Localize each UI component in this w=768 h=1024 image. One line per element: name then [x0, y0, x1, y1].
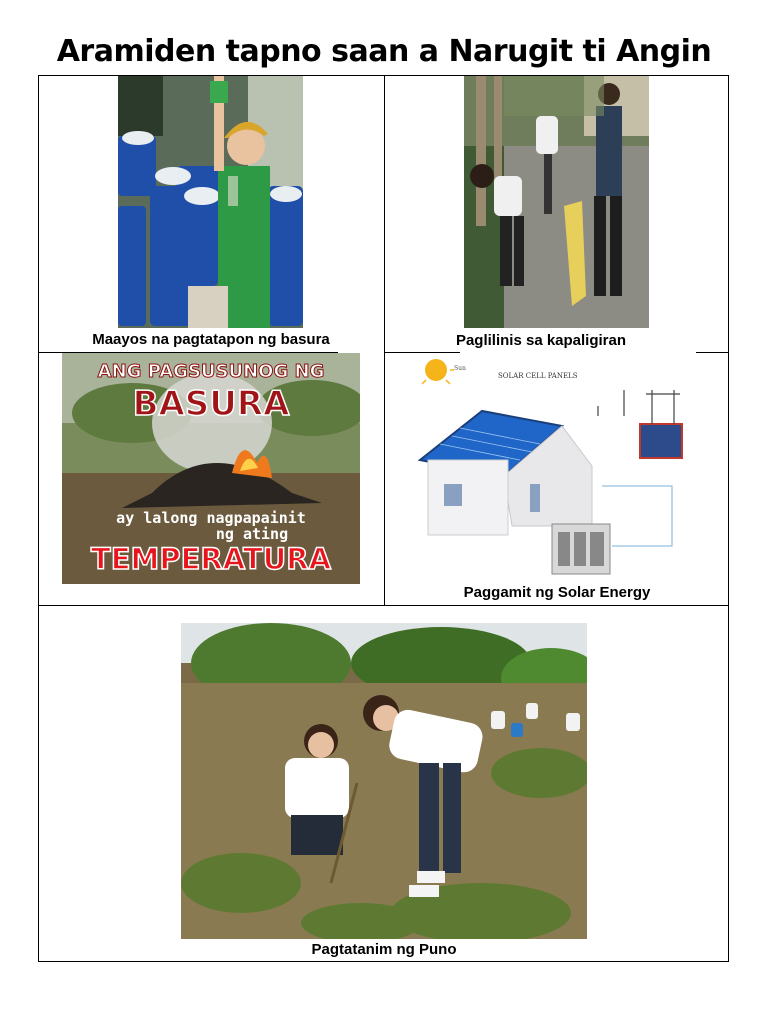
grid-divider-row1-right	[696, 352, 729, 353]
caption-waste-disposal: Maayos na pagtatapon ng basura	[40, 331, 382, 348]
poster-mid-text-1: ay lalong nagpapainit	[116, 509, 306, 527]
diagram-sun-label: Sun	[454, 365, 466, 372]
poster-bottom-text: TEMPERATURA	[90, 542, 332, 576]
tree-planting-photo	[181, 623, 587, 939]
poster-top-text: ANG PAGSUSUNOG NG	[97, 361, 325, 382]
poster-main-text: BASURA	[132, 384, 290, 424]
poster-mid-text-2: ng ating	[215, 525, 289, 543]
grid-divider-row1-mid	[384, 352, 460, 353]
caption-tree-planting: Pagtatanim ng Puno	[40, 941, 728, 958]
street-cleaning-photo	[464, 76, 649, 328]
grid-divider-vertical	[384, 75, 385, 605]
caption-environment-cleaning: Paglilinis sa kapaligiran	[386, 332, 696, 349]
page-title: Aramiden tapno saan a Narugit ti Angin	[56, 34, 712, 69]
burning-trash-poster	[62, 353, 360, 584]
solar-house-diagram	[412, 356, 696, 578]
caption-solar-energy: Paggamit ng Solar Energy	[386, 584, 728, 601]
grid-divider-row2	[38, 605, 729, 606]
diagram-panels-label: SOLAR CELL PANELS	[498, 372, 578, 380]
recycling-photo	[118, 76, 303, 328]
